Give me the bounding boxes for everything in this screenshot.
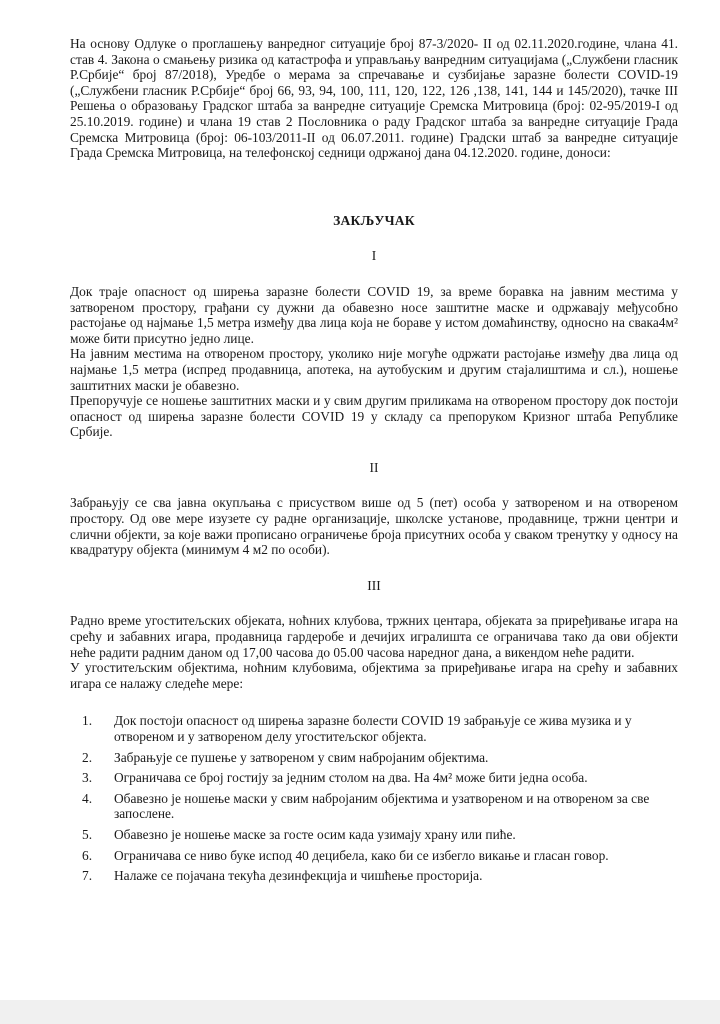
list-item xyxy=(82,713,678,744)
section-3 xyxy=(70,578,678,884)
section-number: II xyxy=(369,459,379,475)
list-item xyxy=(82,749,678,766)
measures-list xyxy=(70,713,678,883)
list-item xyxy=(82,847,678,864)
section-paragraph: На јавним местима на отвореном простору, уколико није могуће одржати растојање између два лица од најмање 1,5 метра (испред продавница, апотека, на аутобуским и другим стајалиштима и сл.), ношење заштитних маски је обавезно. xyxy=(70,346,678,393)
list-item-number: 2. xyxy=(82,749,93,765)
list-item xyxy=(82,790,678,822)
list-item-number: 3. xyxy=(82,770,93,786)
section-paragraph: Радно време угоститељских објеката, ноћних клубова, тржних центара, објеката за приређивање игара на срећу и забавних игара, продавница гардеробе и дечијих игралиштa се ограничава тако да ови објекти неће радити радним даном од 17,00 часова до 05.00 часова наредног дана, а викендом неће радити. xyxy=(70,613,678,660)
list-item-number: 4. xyxy=(82,790,93,806)
section-paragraph: Препоручује се ношење заштитних маски и у свим другим приликама на отвореном простору док постоји опасност од ширења заразне болести COVID 19 у складу са препоруком Кризног штаба Републике Србије. xyxy=(70,393,678,440)
list-item-text: Налаже се појачана текућа дезинфекција и чишћење просторија. xyxy=(114,868,483,884)
list-item-text: Док постоји опасност од ширења заразне болести COVID 19 забрањује се жива музика и у отвореном и у затвореном делу угоститељског објекта. xyxy=(114,713,632,744)
list-item-number: 5. xyxy=(82,826,93,842)
list-item xyxy=(82,826,678,843)
section-number: I xyxy=(371,248,377,264)
section-1 xyxy=(70,248,678,440)
intro-paragraph: На основу Одлуке о проглашењу ванредног ситуације број 87-3/2020- II од 02.11.2020.године, члана 41. став 4. Закона о смањењу ризика од катастрофа и управљању ванредним ситуацијама („Службени гласник Р.Србије“ број 87/2018), Уредбе о мерама за спречавање и сузбијање заразне болести COVID-19 („Службени гласник Р.Србије“ број 66, 93, 94, 100, 111, 120, 122, 126 ,138, 141, 144 и 145/2020), тачке III Решења о образовању Градског штаба за ванредне ситуације Сремска Митровица (број: 02-95/2019-I од 25.10.2019. године) и члана 19 став 2 Пословника о раду Градског штаба за ванредне ситуације Града Сремска Митровица (број: 06-103/2011-II од 06.07.2011. године) Градски штаб за ванредне ситуације Града Сремска Митровица, на телефонској седници одржаној дана 04.12.2020. године, доноси: xyxy=(70,36,678,161)
list-item-text: Забрањује се пушење у затвореном у свим набројаним објектима. xyxy=(114,749,489,765)
section-2 xyxy=(70,460,678,558)
list-item-text: Ограничава се број гостију за једним столом на два. На 4м² може бити једна особа. xyxy=(114,770,588,786)
document-title: ЗАКЉУЧАК xyxy=(333,212,415,228)
list-item xyxy=(82,868,678,884)
list-item xyxy=(82,770,678,786)
list-item-number: 7. xyxy=(82,868,93,884)
document-body xyxy=(70,36,678,889)
section-paragraph: У угоститељским објектима, ноћним клубовима, објектима за приређивање игара на срећу и забавних игара се налажу следеће мере: xyxy=(70,660,678,691)
section-number: III xyxy=(367,577,381,593)
page-bottom-strip xyxy=(0,1000,720,1024)
list-item-text: Обавезно је ношење маски у свим набројаним објектима и узатвореном и на отвореном за све запослене. xyxy=(114,790,650,822)
list-item-text: Ограничава се ниво буке испод 40 децибела, како би се избегло викање и гласан говор. xyxy=(114,847,609,863)
list-item-number: 1. xyxy=(82,713,93,729)
list-item-number: 6. xyxy=(82,847,93,863)
section-paragraph: Забрањују се сва јавна окупљања с присуством више од 5 (пет) особа у затвореном и на отвореном простору. Од ове мере изузете су радне организације, школске установе, продавнице, тржни центри и слични објекти, за које важи прописано ограничење броја присутних особа у сваком тренутку у односу на квадратуру објекта (минимум 4 м2 по особи). xyxy=(70,495,678,558)
list-item-text: Обавезно је ношење маске за госте осим када узимају храну или пиће. xyxy=(114,826,516,842)
section-paragraph: Док траје опасност од ширења заразне болести COVID 19, за време боравка на јавним местима у затвореном простору, грађани су дужни да обавезно носе заштитне маске и одржавају међусобно растојање од најмање 1,5 метра између два лица која не бораве у истом домаћинству, односно на свака4м² може бити присутно једно лице. xyxy=(70,283,678,346)
